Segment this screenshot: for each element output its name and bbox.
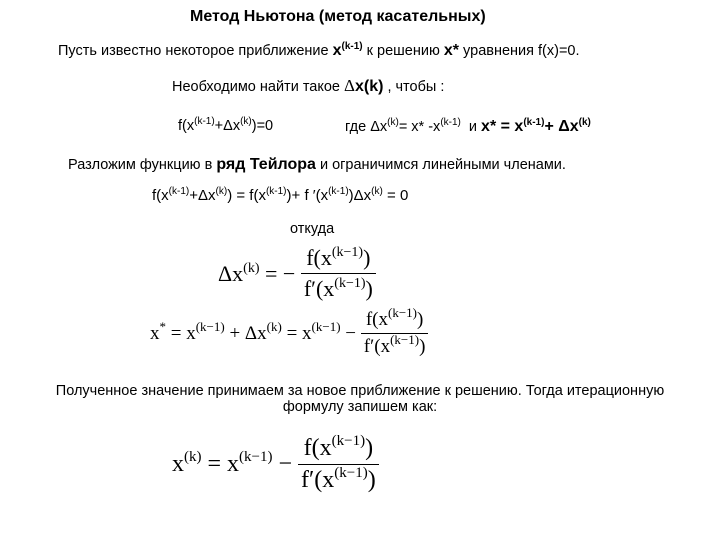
f2-c: + Δx: [224, 322, 267, 344]
f2-d-sup: (k−1): [311, 318, 341, 334]
rhs-sup-2: (k): [578, 117, 591, 128]
rhs-sup-1: (k-1): [523, 117, 545, 128]
f3-den-sup: (k−1): [334, 465, 368, 481]
taylor-expansion: [152, 187, 408, 204]
cond-sup-1: (k-1): [194, 116, 215, 127]
f3-eq-sup: (k−1): [239, 449, 273, 465]
f1-num-end: ): [363, 245, 371, 270]
f3-denominator: [298, 465, 379, 494]
f3-num: f(x: [303, 435, 332, 461]
f2-denominator: [361, 334, 429, 358]
exp-d: )+ f ′(x: [286, 187, 329, 204]
find-text: Необходимо найти такое: [172, 79, 345, 95]
where-equation: [345, 118, 591, 136]
taylor-term: ряд Тейлора: [216, 156, 316, 173]
taylor-text-end: и ограничимся линейными членами.: [315, 157, 566, 173]
intro-line: [58, 42, 580, 60]
exp-s4: (k-1): [328, 186, 349, 197]
cond-part-a: f(x: [178, 118, 195, 134]
iteration-formula: [172, 435, 379, 494]
cond-sup-2: (k): [240, 116, 252, 127]
intro-text-end: уравнения f(x)=0.: [459, 43, 580, 59]
f2-a: x: [150, 322, 160, 344]
f1-num-sup: (k−1): [331, 245, 364, 260]
f2-numerator: [361, 305, 429, 334]
exp-s3: (k-1): [265, 186, 287, 197]
x-superscript: (k-1): [341, 41, 363, 52]
taylor-text: Разложим функцию в: [68, 157, 217, 173]
f3-num-end: ): [365, 435, 374, 461]
intro-text: Пусть известно некоторое приближение: [58, 43, 333, 59]
delta-symbol: Δ: [344, 76, 355, 95]
rhs-part-a: x* = x: [481, 118, 524, 135]
page-title: Метод Ньютона (метод касательных): [190, 8, 486, 25]
f3-numerator: [298, 435, 379, 465]
where-part-a: где Δx: [345, 119, 388, 135]
x-symbol: x: [332, 42, 342, 59]
f1-den: f′(x: [303, 276, 335, 301]
f2-den-sup: (k−1): [390, 332, 420, 347]
delta-x-k: x(k): [354, 78, 384, 95]
f1-den-sup: (k−1): [334, 276, 366, 291]
f2-fraction: [361, 305, 429, 358]
f3-den: f′(x: [301, 467, 335, 493]
conclusion-line-1: Полученное значение принимаем за новое приближение к решению. Тогда итерационную: [55, 383, 665, 399]
intro-text-mid: к решению: [362, 43, 444, 59]
f3-fraction: [298, 435, 379, 494]
find-text-end: , чтобы :: [383, 79, 445, 95]
f1-denominator: [301, 274, 376, 302]
f1-eq: = −: [264, 260, 296, 286]
f2-b: = x: [166, 322, 196, 344]
x-star-formula: [150, 305, 428, 358]
f3-minus: −: [272, 451, 293, 477]
f2-num-end: ): [417, 309, 424, 330]
f2-den-end: ): [419, 336, 426, 357]
otkuda-word: откуда: [290, 221, 335, 237]
f3-num-sup: (k−1): [331, 433, 366, 449]
exp-f: = 0: [382, 187, 409, 204]
f2-c-sup: (k): [266, 318, 282, 334]
cond-part-b: +Δx: [214, 118, 241, 134]
f2-e: −: [340, 322, 357, 344]
f3-eq: = x: [201, 451, 240, 477]
f2-a-sup: *: [159, 318, 166, 334]
f2-den: f′(x: [363, 336, 391, 357]
f1-den-end: ): [365, 276, 373, 301]
and-word: и: [468, 119, 478, 135]
f1-lhs: [218, 261, 259, 287]
exp-s2: (k): [215, 186, 228, 197]
f1-fraction: [301, 245, 376, 302]
f3-den-end: ): [367, 467, 376, 493]
conclusion-line-2: формулу запишем как:: [282, 399, 438, 415]
f2-b-sup: (k−1): [195, 318, 225, 334]
conclusion-paragraph: [0, 383, 720, 415]
exp-c: ) = f(x: [227, 187, 266, 204]
find-line: [172, 76, 444, 96]
exp-s5: (k): [371, 186, 383, 197]
f3-left: [172, 451, 292, 478]
f2-num: f(x: [365, 309, 388, 330]
delta-formula: [218, 245, 376, 302]
f2-d: = x: [281, 322, 312, 344]
exp-b: +Δx: [189, 187, 216, 204]
exp-e: )Δx: [348, 187, 372, 204]
condition-equation: [178, 118, 273, 134]
exp-s1: (k-1): [168, 186, 190, 197]
exp-a: f(x: [152, 187, 169, 204]
f1-lhs-sup: (k): [243, 260, 260, 276]
cond-part-c: )=0: [251, 118, 274, 134]
where-sup-1: (k): [387, 117, 399, 128]
where-part-b: = x* -x: [398, 119, 441, 135]
f1-num: f(x: [306, 245, 332, 270]
f2-num-sup: (k−1): [388, 305, 417, 320]
f3-lhs: x: [172, 451, 184, 477]
f3-lhs-sup: (k): [184, 449, 202, 465]
where-sup-2: (k-1): [440, 117, 461, 128]
f1-numerator: [301, 245, 376, 274]
f2-left: [150, 318, 357, 345]
rhs-part-b: + Δx: [544, 118, 579, 135]
taylor-line: [68, 156, 566, 174]
f1-lhs-text: Δx: [218, 260, 244, 286]
x-star-symbol: x*: [443, 42, 460, 59]
